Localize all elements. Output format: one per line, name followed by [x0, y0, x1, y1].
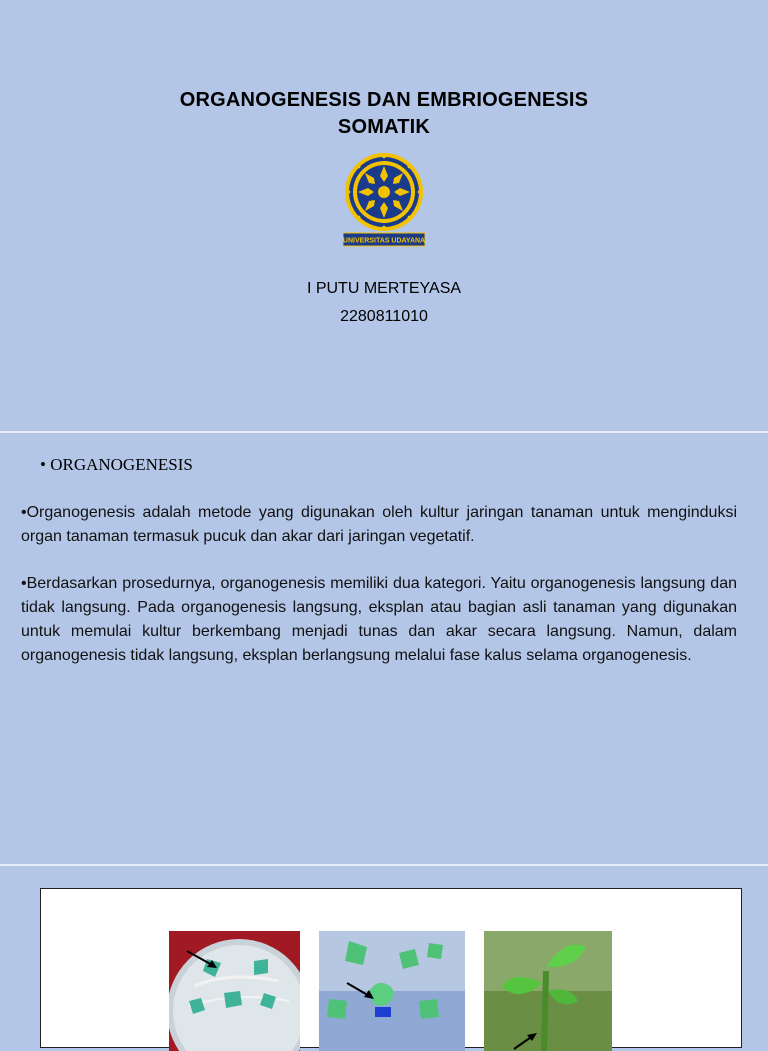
paragraph-categories: •Berdasarkan prosedurnya, organogenesis memiliki dua kategori. Yaitu organogenesis langsung dan tidak langsung. Pada organogenesis langsung, eksplan atau bagian asli tanaman yang digunakan untuk memulai kultur berkembang menjadi tunas dan akar secara langsung. Namun, dalam organogenesis tidak langsung, eksplan berlangsung melalui fase kalus selama organogenesis.: [21, 575, 737, 664]
title-line-2: SOMATIK: [337, 116, 431, 138]
logo-text: UNIVERSITAS UDAYANA: [343, 237, 425, 245]
petri-dish-explant-photo: [169, 931, 300, 1051]
title-line-1: ORGANOGENESIS DAN EMBRIOGENESIS: [179, 89, 589, 111]
section-heading: • ORGANOGENESIS: [40, 455, 193, 474]
image-frame: [40, 888, 742, 1048]
shoot-cluster-photo: [319, 931, 465, 1051]
title-slide: [0, 0, 768, 431]
plantlet-photo: [484, 931, 612, 1051]
image-slide: [0, 866, 768, 1024]
university-seal-icon: [343, 152, 425, 248]
paragraph-definition: •Organogenesis adalah metode yang digunakan oleh kultur jaringan tanaman untuk menginduksi organ tanaman termasuk pucuk dan akar dari jaringan vegetatif.: [21, 504, 737, 545]
slide-title: [0, 87, 768, 141]
student-id: 2280811010: [340, 308, 428, 325]
content-slide: [0, 433, 768, 864]
author-name: I PUTU MERTEYASA: [306, 280, 462, 297]
